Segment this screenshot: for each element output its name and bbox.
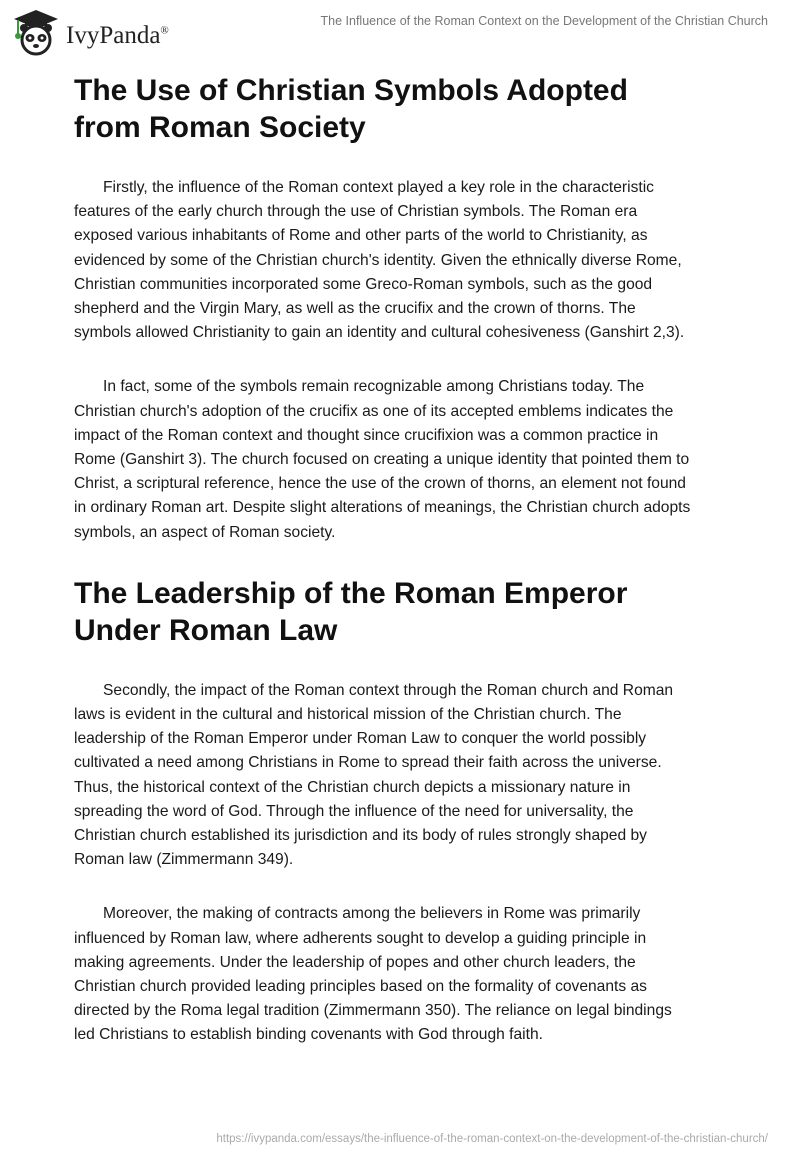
- paragraph: Firstly, the influence of the Roman context played a key role in the characteristic features of the early church through the use of Christian symbols. The Roman era exposed various inhabitants of Rome and other parts of the world to Christianity, as evidenced by some of the Christian church's identity. Given the ethnically diverse Rome, Christian communities incorporated some Greco-Roman symbols, such as the good shepherd and the Virgin Mary, as well as the crucifix and the crown of thorns. The symbols allowed Christianity to gain an identity and cultural cohesiveness (Ganshirt 2,3).: [74, 179, 685, 342]
- paragraph: Moreover, the making of contracts among the believers in Rome was primarily influenced by Roman law, where adherents sought to develop a guiding principle in making agreements. Under the leadership of popes and other church leaders, the Christian church provided leading principles based on the formality of covenants as directed by the Roma legal tradition (Zimmermann 350). The reliance on legal bindings led Christians to establish binding covenants with God through faith.: [74, 905, 672, 1044]
- page-header: [0, 0, 800, 60]
- essay-content: [74, 72, 696, 1078]
- paragraph: In fact, some of the symbols remain recognizable among Christians today. The Christian church's adoption of the crucifix as one of its accepted emblems indicates the impact of the Roman context and thought since crucifixion was a common practice in Rome (Ganshirt 3). The church focused on creating a unique identity that pointed them to Christ, a scriptural reference, hence the use of the crown of thorns, an element not found in ordinary Roman art. Despite slight alterations of meanings, the Christian church adopts symbols, an aspect of Roman society.: [74, 378, 691, 541]
- section-heading: The Use of Christian Symbols Adopted from Roman Society: [74, 74, 628, 144]
- paragraph: Secondly, the impact of the Roman context through the Roman church and Roman laws is evident in the cultural and historical mission of the Christian church. The leadership of the Roman Emperor under Roman Law to conquer the world possibly cultivated a need among Christians in Rome to spread their faith across the universe. Thus, the historical context of the Christian church depicts a missionary nature in spreading the word of God. Through the influence of the need for universality, the Christian church established its jurisdiction and its body of rules strongly shaped by Roman law (Zimmermann 349).: [74, 681, 674, 869]
- document-title: The Influence of the Roman Context on the Development of the Christian Church: [320, 14, 768, 28]
- ivypanda-logo[interactable]: [12, 8, 169, 56]
- source-url[interactable]: https://ivypanda.com/essays/the-influence-of-the-roman-context-on-the-development-of-the-christian-church/: [216, 1133, 768, 1145]
- section-heading: The Leadership of the Roman Emperor Under Roman Law: [74, 576, 628, 647]
- brand-name: IvyPanda®: [66, 22, 169, 49]
- panda-graduate-icon: [12, 8, 60, 56]
